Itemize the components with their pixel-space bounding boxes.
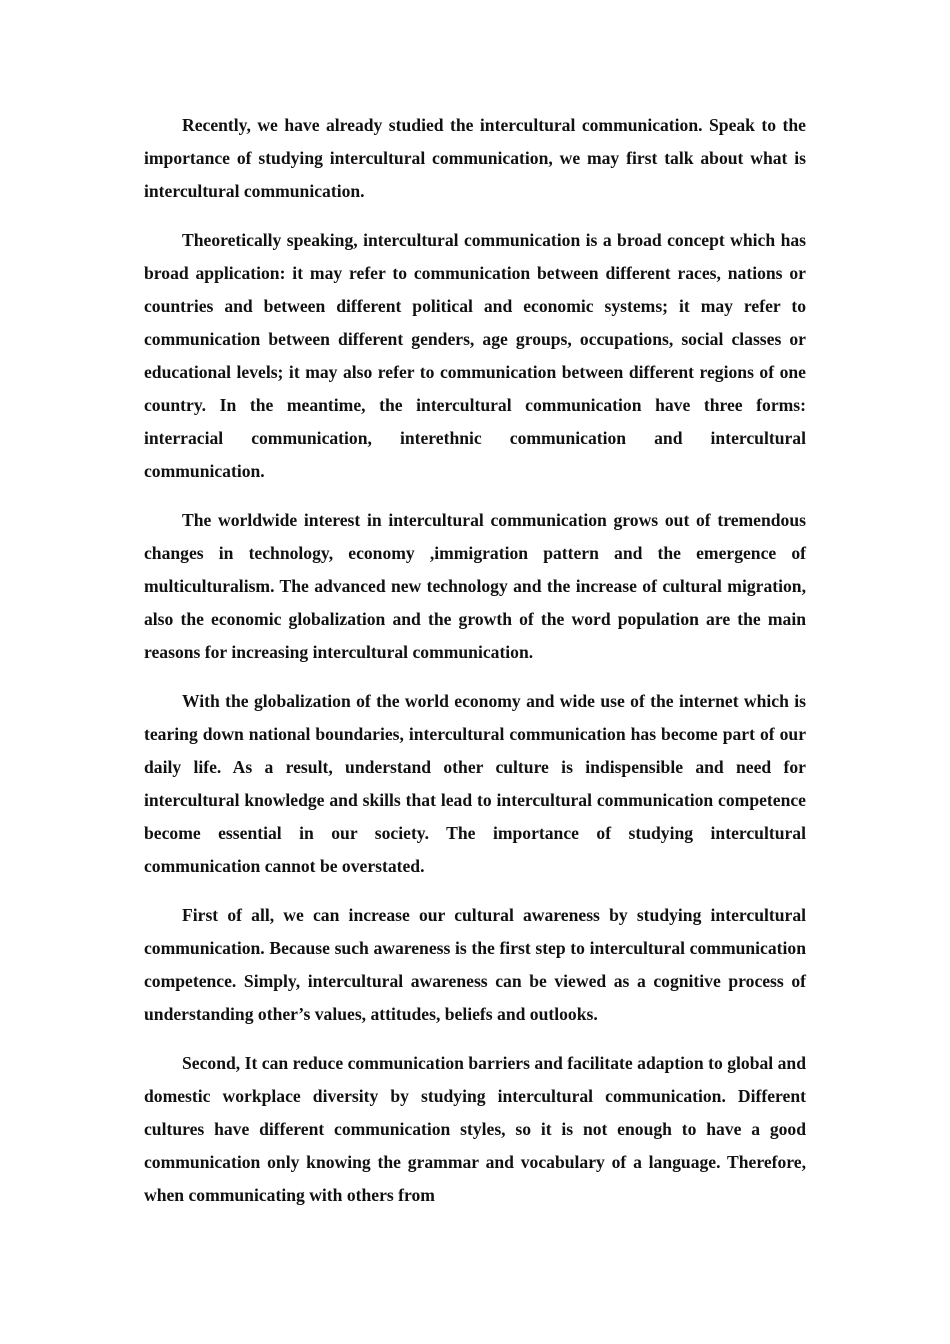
paragraph-6: Second, It can reduce communication barriers and facilitate adaption to global and domestic workplace diversity by studying intercultural communication. Different cultures have different communication styles, so it is not enough to have a good communication only knowing the grammar and vocabulary of a language. Therefore, when communicating with others from [144, 1053, 806, 1205]
document-body [144, 109, 806, 1228]
paragraph-2: Theoretically speaking, intercultural communication is a broad concept which has broad application: it may refer to communication between different races, nations or countries and between different political and economic systems; it may refer to communication between different genders, age groups, occupations, social classes or educational levels; it may also refer to communication between different regions of one country. In the meantime, the intercultural communication have three forms: interracial communication, interethnic communication and intercultural communication. [144, 230, 806, 481]
paragraph-3: The worldwide interest in intercultural communication grows out of tremendous changes in technology, economy ,immigration pattern and the emergence of multiculturalism. The advanced new technology and the increase of cultural migration, also the economic globalization and the growth of the word population are the main reasons for increasing intercultural communication. [144, 510, 806, 662]
paragraph-4: With the globalization of the world economy and wide use of the internet which is tearing down national boundaries, intercultural communication has become part of our daily life. As a result, understand other culture is indispensible and need for intercultural knowledge and skills that lead to intercultural communication competence become essential in our society. The importance of studying intercultural communication cannot be overstated. [144, 691, 806, 876]
paragraph-1: Recently, we have already studied the intercultural communication. Speak to the importance of studying intercultural communication, we may first talk about what is intercultural communication. [144, 115, 806, 201]
paragraph-5: First of all, we can increase our cultural awareness by studying intercultural communication. Because such awareness is the first step to intercultural communication competence. Simply, intercultural awareness can be viewed as a cognitive process of understanding other’s values, attitudes, beliefs and outlooks. [144, 905, 806, 1024]
